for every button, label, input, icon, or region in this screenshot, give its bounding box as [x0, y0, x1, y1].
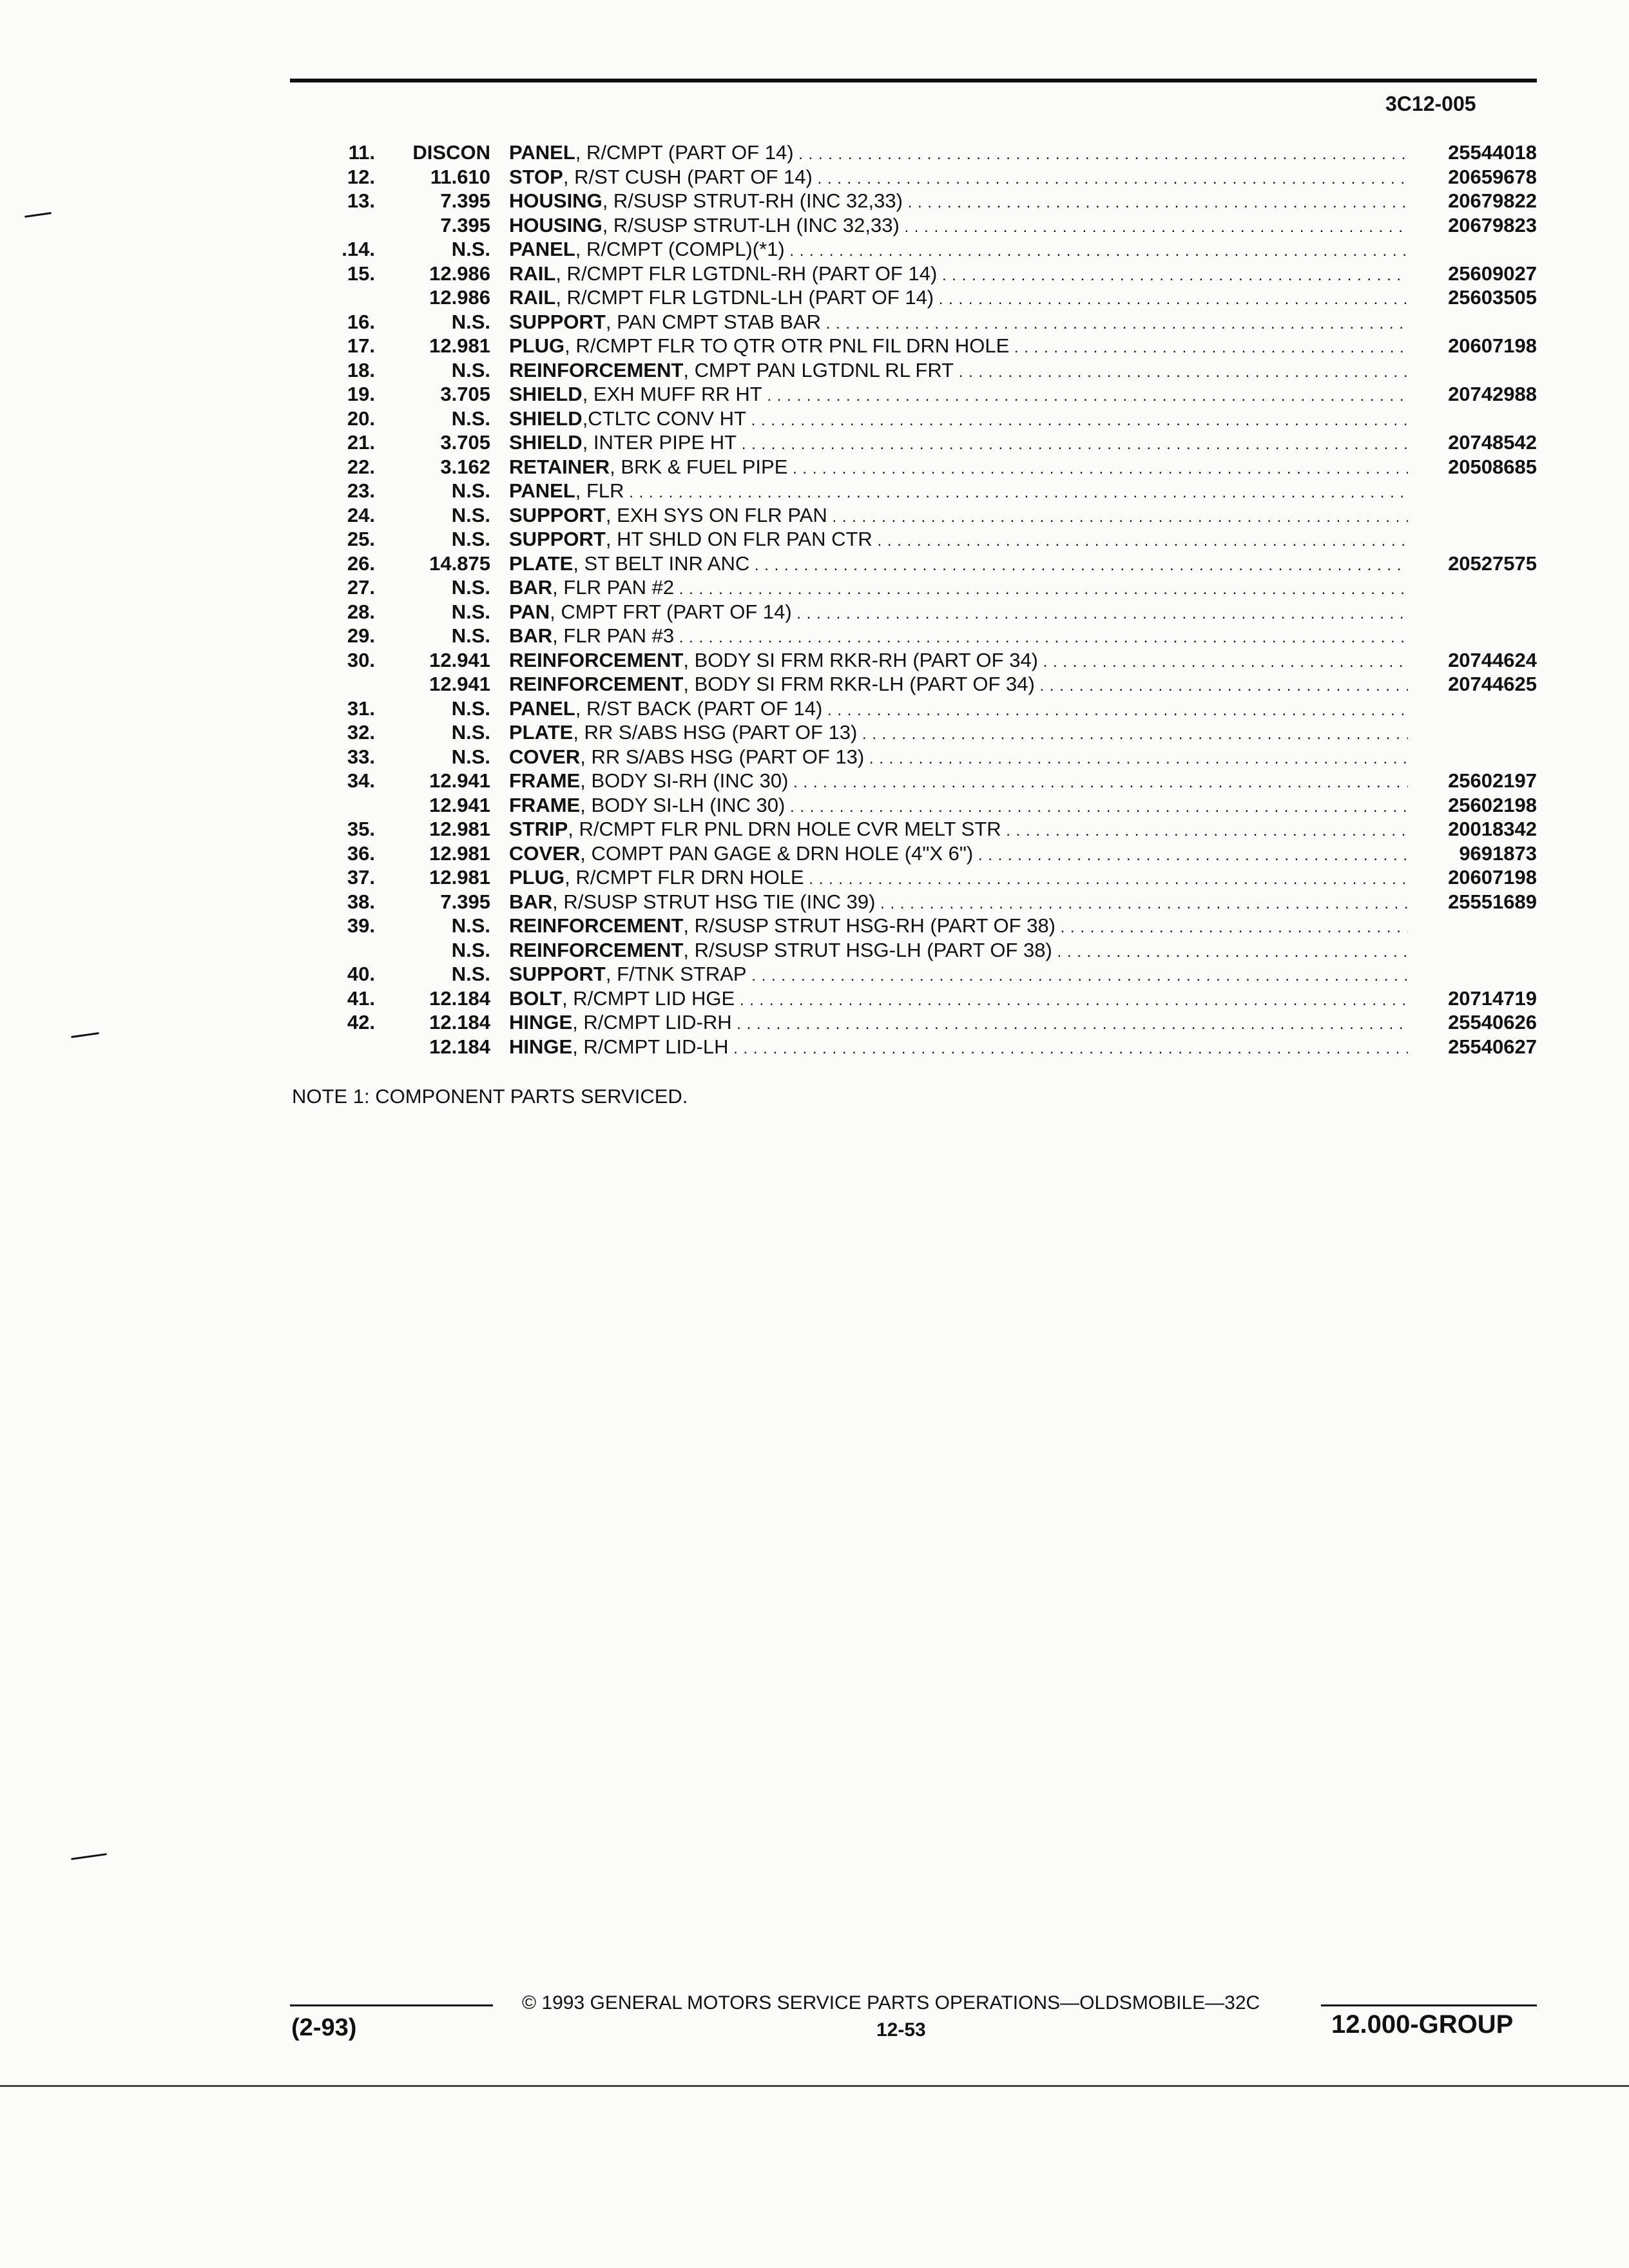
part-detail: , R/CMPT FLR LGTDNL-LH (PART OF 14): [555, 286, 934, 309]
part-name: SUPPORT: [509, 963, 606, 985]
part-number: 20744624: [1448, 648, 1537, 671]
part-description: [509, 793, 1408, 820]
part-row: [316, 841, 1537, 866]
part-description: [509, 624, 1408, 650]
group-number: N.S.: [451, 745, 490, 768]
part-description: [509, 479, 1408, 505]
item-number: 31.: [347, 697, 375, 720]
part-row: [316, 769, 1537, 793]
item-number: 29.: [347, 624, 375, 647]
part-name: PANEL: [509, 141, 575, 164]
item-number: 40.: [347, 963, 375, 985]
item-number: 19.: [347, 383, 375, 405]
part-number: 20714719: [1448, 986, 1537, 1010]
part-row: [316, 503, 1537, 528]
part-detail: , BODY SI-LH (INC 30): [580, 793, 786, 816]
part-description: [509, 938, 1408, 965]
group-number: 12.981: [429, 818, 490, 840]
item-number: 32.: [347, 721, 375, 744]
part-number: 20018342: [1448, 818, 1537, 840]
item-number: 20.: [347, 407, 375, 430]
item-number: 18.: [347, 358, 375, 381]
part-number: 25603505: [1448, 286, 1537, 309]
part-description: [509, 648, 1408, 675]
part-name: REINFORCEMENT: [509, 673, 684, 695]
scan-mark: [24, 212, 52, 218]
part-description: [509, 165, 1408, 191]
part-description: [509, 600, 1408, 626]
part-detail: , R/CMPT FLR TO QTR OTR PNL FIL DRN HOLE: [564, 334, 1010, 357]
part-number: 20748542: [1448, 431, 1537, 454]
part-row: [316, 165, 1537, 189]
part-row: [316, 600, 1537, 624]
item-number: 22.: [347, 455, 375, 478]
scan-edge-rule: [0, 2085, 1629, 2087]
part-name: PAN: [509, 600, 550, 623]
group-number: 7.395: [440, 189, 490, 212]
group-number: 12.184: [429, 1035, 490, 1058]
part-detail: , PAN CMPT STAB BAR: [605, 310, 822, 333]
group-number: 12.986: [429, 262, 490, 285]
part-detail: , R/SUSP STRUT-RH (INC 32,33): [602, 189, 903, 212]
part-number: 20607198: [1448, 866, 1537, 889]
part-detail: , ST BELT INR ANC: [573, 552, 750, 575]
item-number: 23.: [347, 479, 375, 502]
footer-group: 12.000-GROUP: [1331, 2010, 1514, 2039]
group-number: N.S.: [451, 407, 490, 430]
part-number: 20742988: [1448, 383, 1537, 405]
group-number: 12.981: [429, 334, 490, 357]
part-name: PLUG: [509, 866, 565, 889]
part-row: [316, 648, 1537, 673]
part-number: 20527575: [1448, 552, 1537, 575]
group-number: 3.705: [440, 383, 490, 405]
item-number: 33.: [347, 745, 375, 768]
group-number: N.S.: [451, 914, 490, 937]
part-row: [316, 624, 1537, 648]
note-text: NOTE 1: COMPONENT PARTS SERVICED.: [292, 1085, 688, 1108]
part-description: [509, 890, 1408, 916]
part-name: REINFORCEMENT: [509, 648, 684, 671]
part-name: SUPPORT: [509, 503, 606, 526]
part-detail: , R/CMPT LID HGE: [562, 986, 735, 1010]
part-row: [316, 1010, 1537, 1035]
part-detail: , R/SUSP STRUT HSG TIE (INC 39): [552, 890, 876, 913]
part-description: [509, 1010, 1408, 1037]
part-row: [316, 285, 1537, 310]
group-number: 12.941: [429, 673, 490, 695]
part-name: RETAINER: [509, 455, 610, 478]
part-detail: , RR S/ABS HSG (PART OF 13): [580, 745, 865, 768]
footer-rule-right: [1321, 2004, 1537, 2006]
part-name: BAR: [509, 890, 553, 913]
part-row: [316, 140, 1537, 165]
part-description: [509, 575, 1408, 602]
part-name: REINFORCEMENT: [509, 914, 684, 937]
part-number: 25540626: [1448, 1011, 1537, 1033]
page-code: 3C12-005: [1385, 92, 1476, 115]
part-row: [316, 672, 1537, 697]
group-number: N.S.: [451, 528, 490, 550]
item-number: 37.: [347, 866, 375, 889]
group-number: N.S.: [451, 238, 490, 260]
part-detail: , R/ST BACK (PART OF 14): [575, 697, 823, 720]
group-number: 12.986: [429, 286, 490, 309]
part-detail: , HT SHLD ON FLR PAN CTR: [605, 528, 872, 550]
group-number: 7.395: [440, 890, 490, 913]
item-number: 17.: [347, 334, 375, 357]
group-number: N.S.: [451, 697, 490, 720]
group-number: 12.981: [429, 866, 490, 889]
part-detail: , R/CMPT FLR LGTDNL-RH (PART OF 14): [555, 262, 938, 285]
group-number: N.S.: [451, 576, 490, 599]
group-number: 3.162: [440, 455, 490, 478]
group-number: 12.941: [429, 648, 490, 671]
parts-list: [316, 140, 1537, 1059]
group-number: 12.941: [429, 793, 490, 816]
group-number: 7.395: [440, 213, 490, 236]
part-description: [509, 334, 1408, 360]
item-number: 26.: [347, 552, 375, 575]
scan-mark: [71, 1853, 107, 1860]
part-row: [316, 527, 1537, 552]
part-name: STRIP: [509, 818, 568, 840]
part-row: [316, 697, 1537, 721]
part-detail: , BRK & FUEL PIPE: [610, 455, 788, 478]
group-number: 14.875: [429, 552, 490, 575]
part-detail: , EXH SYS ON FLR PAN: [605, 503, 827, 526]
part-description: [509, 552, 1408, 578]
group-number: N.S.: [451, 600, 490, 623]
part-description: [509, 310, 1408, 336]
part-description: [509, 430, 1408, 457]
part-description: [509, 382, 1408, 408]
part-row: [316, 938, 1537, 963]
part-row: [316, 262, 1537, 286]
group-number: 12.981: [429, 841, 490, 865]
part-detail: , BODY SI FRM RKR-LH (PART OF 34): [683, 673, 1035, 695]
item-number: 24.: [347, 503, 375, 526]
part-row: [316, 455, 1537, 479]
part-detail: , BODY SI-RH (INC 30): [580, 769, 789, 792]
item-number: 25.: [347, 528, 375, 550]
part-description: [509, 140, 1408, 167]
footer-rule-left: [290, 2004, 493, 2006]
part-name: HINGE: [509, 1035, 573, 1058]
part-description: [509, 745, 1408, 771]
part-row: [316, 430, 1537, 455]
part-description: [509, 697, 1408, 723]
part-row: [316, 552, 1537, 576]
part-detail: , BODY SI FRM RKR-RH (PART OF 34): [683, 648, 1039, 671]
part-row: [316, 479, 1537, 503]
item-number: 30.: [347, 648, 375, 671]
part-name: SUPPORT: [509, 528, 606, 550]
part-row: [316, 407, 1537, 431]
part-name: PANEL: [509, 238, 575, 260]
group-number: 12.941: [429, 769, 490, 792]
part-description: [509, 1035, 1408, 1061]
part-description: [509, 817, 1408, 843]
part-detail: , FLR: [575, 479, 624, 502]
part-name: HOUSING: [509, 189, 602, 212]
part-detail: , F/TNK STRAP: [605, 963, 747, 985]
part-description: [509, 358, 1408, 385]
part-description: [509, 237, 1408, 264]
part-detail: , R/CMPT LID-LH: [572, 1035, 729, 1058]
part-description: [509, 841, 1408, 868]
part-description: [509, 986, 1408, 1013]
item-number: 34.: [347, 769, 375, 792]
part-detail: , R/CMPT LID-RH: [572, 1011, 732, 1033]
part-number: 20508685: [1448, 455, 1537, 478]
group-number: N.S.: [451, 503, 490, 526]
part-detail: , R/ST CUSH (PART OF 14): [563, 165, 813, 188]
part-name: HOUSING: [509, 213, 602, 236]
part-number: 9691873: [1459, 841, 1537, 865]
part-row: [316, 189, 1537, 213]
part-row: [316, 962, 1537, 986]
part-number: 20679822: [1448, 189, 1537, 212]
part-row: [316, 310, 1537, 334]
part-number: 25540627: [1448, 1035, 1537, 1058]
part-name: SHIELD: [509, 407, 583, 430]
part-detail: , INTER PIPE HT: [582, 431, 737, 454]
part-name: SUPPORT: [509, 310, 606, 333]
part-description: [509, 503, 1408, 530]
item-number: 11.: [348, 141, 375, 164]
part-name: FRAME: [509, 769, 581, 792]
part-name: SHIELD: [509, 431, 583, 454]
part-detail: , R/SUSP STRUT HSG-RH (PART OF 38): [683, 914, 1056, 937]
part-detail: , COMPT PAN GAGE & DRN HOLE (4"X 6"): [580, 841, 974, 865]
part-description: [509, 672, 1408, 698]
part-detail: , R/CMPT (COMPL)(*1): [575, 238, 785, 260]
part-name: PLATE: [509, 721, 574, 744]
part-row: [316, 817, 1537, 841]
group-number: N.S.: [451, 624, 490, 647]
part-detail: , FLR PAN #3: [552, 624, 675, 647]
group-number: N.S.: [451, 963, 490, 985]
part-detail: ,CTLTC CONV HT: [582, 407, 746, 430]
part-name: PLUG: [509, 334, 565, 357]
footer-copyright: © 1993 GENERAL MOTORS SERVICE PARTS OPERATIONS—OLDSMOBILE—32C: [522, 1992, 1260, 2013]
group-number: 12.184: [429, 986, 490, 1010]
part-name: HINGE: [509, 1011, 573, 1033]
part-row: [316, 890, 1537, 914]
part-number: 20679823: [1448, 213, 1537, 236]
part-row: [316, 575, 1537, 600]
part-description: [509, 285, 1408, 312]
header-rule: [290, 79, 1537, 82]
group-number: N.S.: [451, 721, 490, 744]
part-name: COVER: [509, 841, 581, 865]
part-name: RAIL: [509, 262, 556, 285]
part-number: 25609027: [1448, 262, 1537, 285]
part-row: [316, 986, 1537, 1011]
scan-mark: [71, 1032, 99, 1038]
part-detail: , R/CMPT FLR DRN HOLE: [564, 866, 804, 889]
group-number: N.S.: [451, 479, 490, 502]
part-detail: , RR S/ABS HSG (PART OF 13): [573, 721, 858, 744]
item-number: .14.: [342, 238, 375, 260]
group-number: N.S.: [451, 310, 490, 333]
part-description: [509, 720, 1408, 747]
item-number: 15.: [347, 262, 375, 285]
group-number: N.S.: [451, 358, 490, 381]
part-name: SHIELD: [509, 383, 583, 405]
part-description: [509, 914, 1408, 940]
part-name: COVER: [509, 745, 581, 768]
part-number: 20659678: [1448, 165, 1537, 188]
part-row: [316, 720, 1537, 745]
footer-page-number: 12-53: [876, 2019, 926, 2041]
group-number: DISCON: [412, 141, 490, 164]
part-detail: , EXH MUFF RR HT: [582, 383, 762, 405]
part-detail: , FLR PAN #2: [552, 576, 675, 599]
part-number: 20607198: [1448, 334, 1537, 357]
part-row: [316, 334, 1537, 358]
part-description: [509, 189, 1408, 215]
part-detail: , R/CMPT (PART OF 14): [575, 141, 794, 164]
item-number: 36.: [347, 841, 375, 865]
part-description: [509, 527, 1408, 553]
part-number: 20744625: [1448, 673, 1537, 695]
item-number: 27.: [347, 576, 375, 599]
part-name: PANEL: [509, 697, 575, 720]
group-number: N.S.: [451, 938, 490, 961]
part-number: 25551689: [1448, 890, 1537, 913]
part-row: [316, 914, 1537, 938]
part-description: [509, 213, 1408, 240]
group-number: 11.610: [430, 165, 490, 188]
part-number: 25602197: [1448, 769, 1537, 792]
part-number: 25602198: [1448, 793, 1537, 816]
item-number: 42.: [347, 1011, 375, 1033]
item-number: 12.: [347, 165, 375, 188]
part-name: REINFORCEMENT: [509, 938, 684, 961]
part-name: BAR: [509, 576, 553, 599]
part-name: REINFORCEMENT: [509, 358, 684, 381]
item-number: 41.: [347, 986, 375, 1010]
part-row: [316, 358, 1537, 383]
group-number: 12.184: [429, 1011, 490, 1033]
part-description: [509, 407, 1408, 433]
item-number: 39.: [347, 914, 375, 937]
part-description: [509, 865, 1408, 892]
part-name: PLATE: [509, 552, 574, 575]
part-description: [509, 769, 1408, 795]
footer-date-code: (2-93): [291, 2014, 357, 2041]
part-row: [316, 865, 1537, 890]
part-name: FRAME: [509, 793, 581, 816]
part-detail: , CMPT FRT (PART OF 14): [550, 600, 792, 623]
part-row: [316, 237, 1537, 262]
part-detail: , R/SUSP STRUT HSG-LH (PART OF 38): [683, 938, 1052, 961]
part-row: [316, 745, 1537, 769]
item-number: 28.: [347, 600, 375, 623]
part-name: BOLT: [509, 986, 563, 1010]
part-detail: , R/CMPT FLR PNL DRN HOLE CVR MELT STR: [568, 818, 1001, 840]
part-row: [316, 793, 1537, 818]
part-description: [509, 962, 1408, 988]
part-number: 25544018: [1448, 141, 1537, 164]
part-description: [509, 455, 1408, 481]
part-row: [316, 382, 1537, 407]
part-name: PANEL: [509, 479, 575, 502]
group-number: 3.705: [440, 431, 490, 454]
item-number: 16.: [347, 310, 375, 333]
part-name: BAR: [509, 624, 553, 647]
item-number: 13.: [347, 189, 375, 212]
item-number: 38.: [347, 890, 375, 913]
item-number: 35.: [347, 818, 375, 840]
part-row: [316, 1035, 1537, 1059]
part-row: [316, 213, 1537, 238]
part-detail: , R/SUSP STRUT-LH (INC 32,33): [602, 213, 900, 236]
part-description: [509, 262, 1408, 288]
part-name: STOP: [509, 165, 563, 188]
part-name: RAIL: [509, 286, 556, 309]
item-number: 21.: [347, 431, 375, 454]
part-detail: , CMPT PAN LGTDNL RL FRT: [683, 358, 954, 381]
